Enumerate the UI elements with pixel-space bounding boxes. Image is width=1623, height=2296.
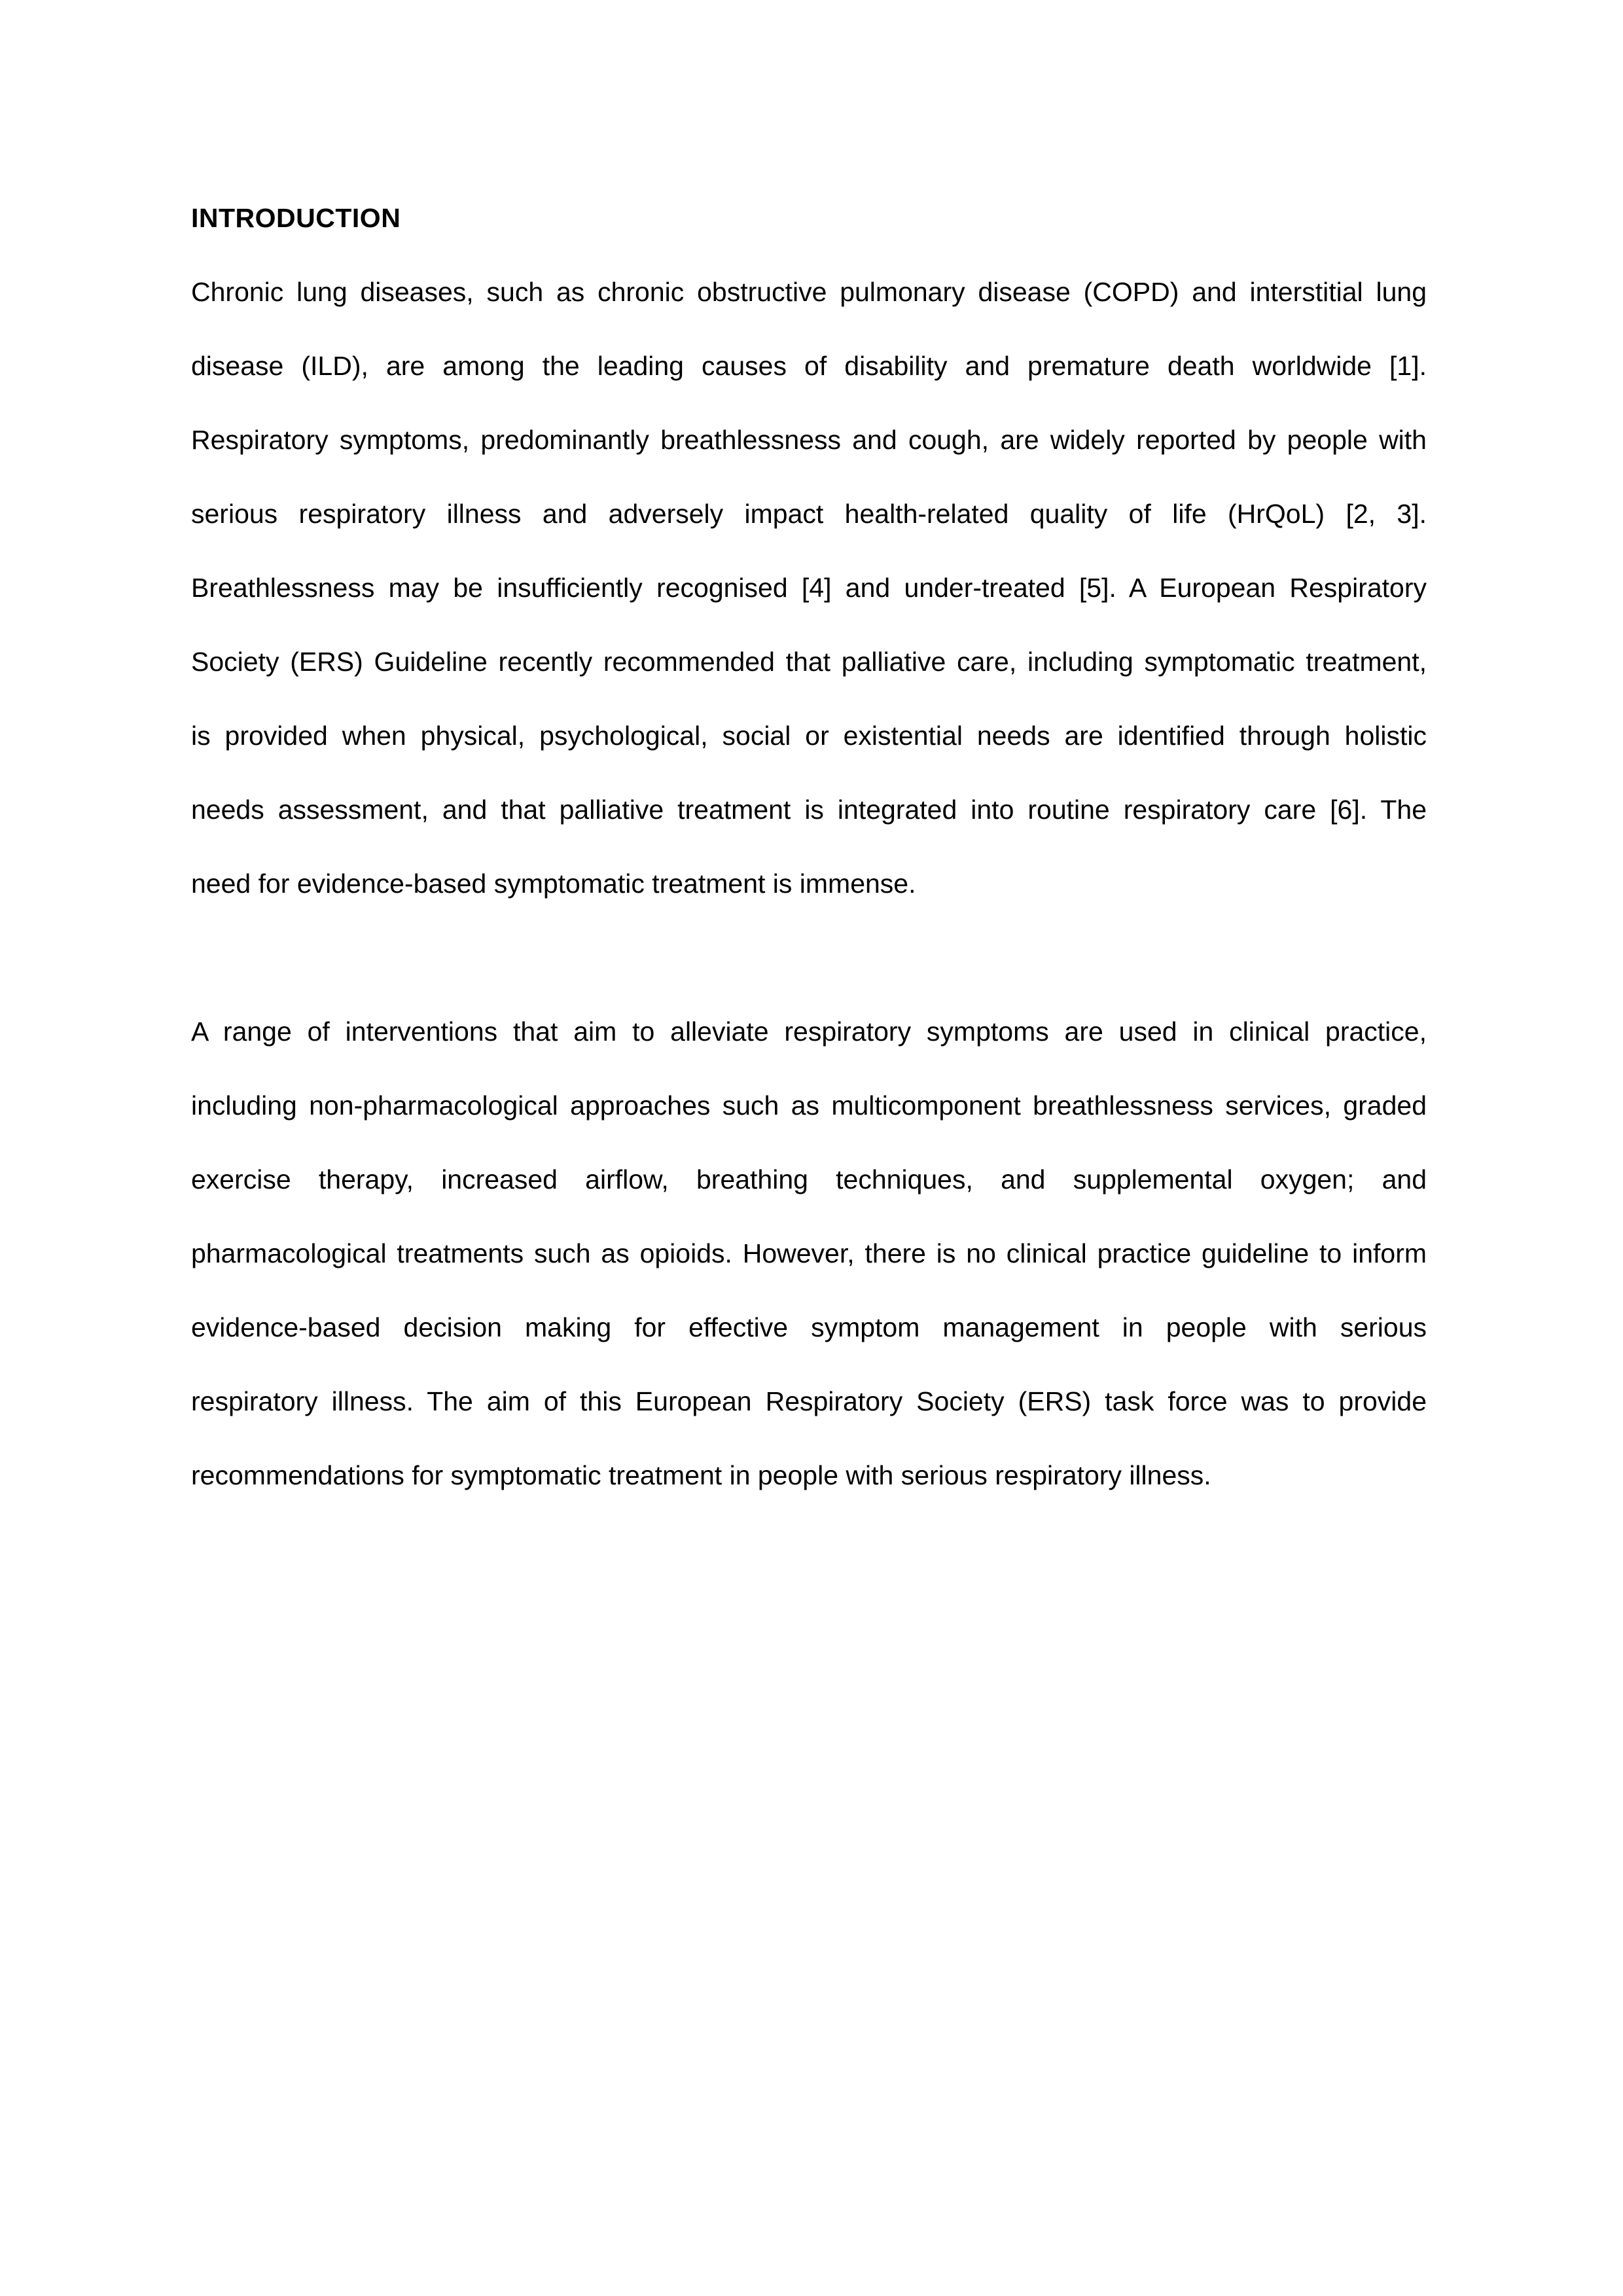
document-body: [191, 255, 1427, 1513]
text-line: needs assessment, and that palliative treatment is integrated into routine respiratory care [6]. The: [191, 795, 1427, 825]
text-line: disease (ILD), are among the leading causes of disability and premature death worldwide [1].: [191, 351, 1427, 381]
text-line: is provided when physical, psychological, social or existential needs are identified through holistic: [191, 721, 1427, 751]
text-line: Breathlessness may be insufficiently recognised [4] and under-treated [5]. A European Respiratory: [191, 573, 1427, 603]
paragraph-1: [191, 255, 1427, 921]
paragraph-2: [191, 995, 1427, 1513]
text-line: A range of interventions that aim to alleviate respiratory symptoms are used in clinical practice,: [191, 1016, 1427, 1047]
text-line: pharmacological treatments such as opioids. However, there is no clinical practice guideline to inform: [191, 1238, 1427, 1268]
text-line: respiratory illness. The aim of this European Respiratory Society (ERS) task force was to provide: [191, 1386, 1427, 1416]
text-line: Respiratory symptoms, predominantly breathlessness and cough, are widely reported by people with: [191, 425, 1427, 455]
text-line: serious respiratory illness and adversely impact health-related quality of life (HrQoL) [2, 3].: [191, 499, 1427, 529]
introduction-heading: INTRODUCTION: [191, 203, 401, 233]
text-line: recommendations for symptomatic treatment in people with serious respiratory illness.: [191, 1460, 1211, 1490]
text-line: Society (ERS) Guideline recently recommended that palliative care, including symptomatic treatment,: [191, 647, 1427, 677]
text-line: exercise therapy, increased airflow, breathing techniques, and supplemental oxygen; and: [191, 1164, 1427, 1194]
text-line: need for evidence-based symptomatic treatment is immense.: [191, 869, 916, 899]
text-line: evidence-based decision making for effective symptom management in people with serious: [191, 1312, 1427, 1342]
text-line: Chronic lung diseases, such as chronic obstructive pulmonary disease (COPD) and interstitial lung: [191, 277, 1427, 307]
text-line: including non-pharmacological approaches such as multicomponent breathlessness services, graded: [191, 1090, 1427, 1121]
